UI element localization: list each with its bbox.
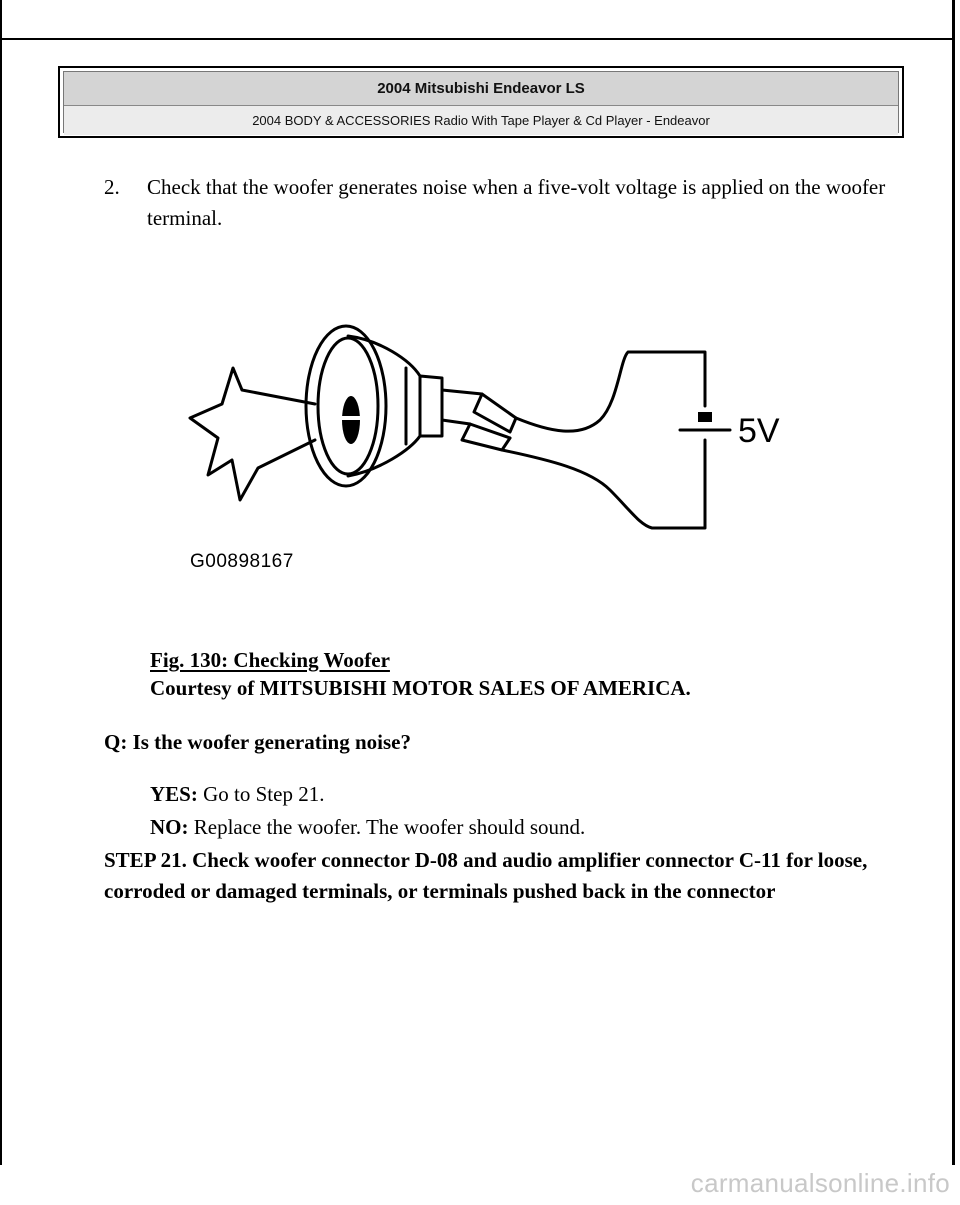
answer-no-label: NO:	[150, 815, 189, 839]
woofer-body	[420, 376, 442, 436]
answer-yes-label: YES:	[150, 782, 198, 806]
answer-yes-text: Go to Step 21.	[203, 782, 325, 806]
header-subtitle: 2004 BODY & ACCESSORIES Radio With Tape Player & Cd Player - Endeavor	[64, 106, 898, 135]
woofer-cone	[348, 336, 420, 476]
answer-no	[150, 815, 585, 840]
page-right-rule	[952, 0, 955, 1165]
answer-no-text: Replace the woofer. The woofer should sound.	[193, 815, 586, 839]
woofer-test-diagram	[170, 320, 810, 580]
wire-lower	[502, 440, 705, 528]
voltage-label: 5V	[738, 412, 780, 450]
sound-burst	[190, 368, 315, 500]
figure-image-id: G00898167	[190, 551, 294, 572]
page-left-rule	[0, 0, 2, 1165]
figure-courtesy: Courtesy of MITSUBISHI MOTOR SALES OF AMERICA.	[150, 676, 691, 700]
wire-upper	[516, 352, 705, 431]
battery-plate-short	[698, 412, 712, 422]
answer-yes	[150, 782, 324, 807]
step-number: 2.	[104, 175, 120, 199]
woofer-figure	[170, 320, 810, 580]
step-text: Check that the woofer generates noise when a five-volt voltage is applied on the woofer terminal.	[147, 175, 886, 230]
page-top-rule	[0, 38, 955, 40]
terminal-lower	[442, 420, 510, 438]
step-21-heading: STEP 21. Check woofer connector D-08 and audio amplifier connector C-11 for loose, corroded or damaged terminals, or terminals pushed back in the connector	[104, 848, 868, 903]
watermark: carmanualsonline.info	[690, 1168, 950, 1198]
document-header	[58, 66, 904, 138]
figure-caption-link[interactable]: Fig. 130: Checking Woofer	[150, 648, 390, 672]
header-title: 2004 Mitsubishi Endeavor LS	[64, 72, 898, 106]
diagnostic-question: Q: Is the woofer generating noise?	[104, 730, 411, 754]
document-header-inner	[63, 71, 899, 133]
